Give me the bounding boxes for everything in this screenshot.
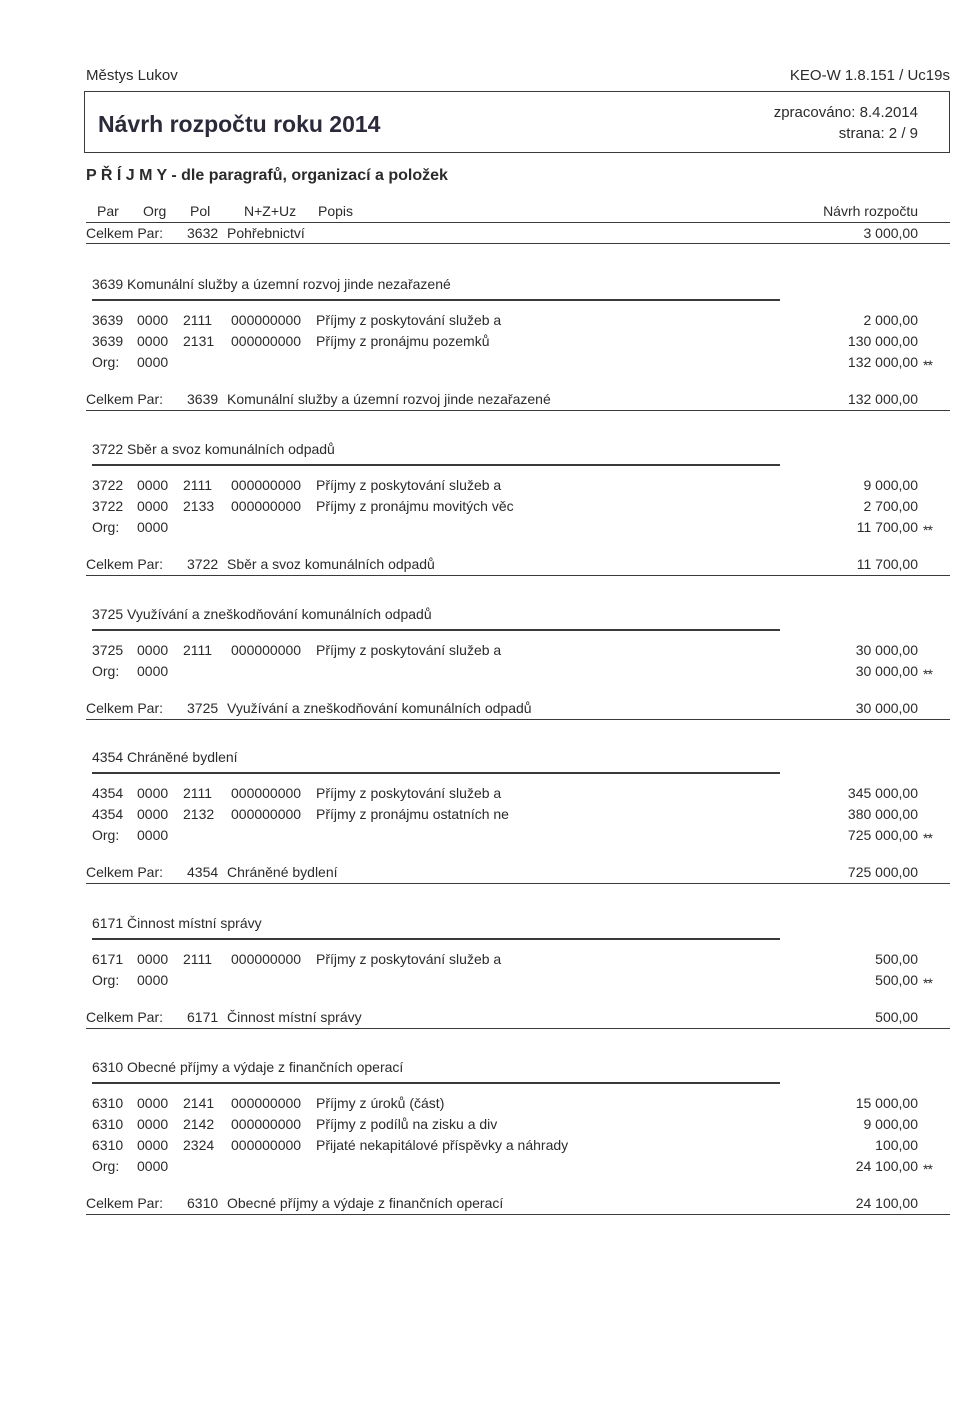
org-amount: 30 000,00 [855,663,918,679]
org-subtotal-row [0,827,960,847]
prev-total-divider [86,243,950,244]
org-label: Org: [92,663,120,679]
total-divider [86,719,950,720]
total-divider [86,575,950,576]
item-org: 0000 [137,806,169,822]
org-subtotal-row [0,663,960,683]
item-row [0,333,960,353]
item-par: 6310 [92,1116,124,1132]
subtotal-stars: ** [923,666,932,682]
item-amount: 30 000,00 [855,642,918,658]
group-heading: 3725 Využívání a zneškodňování komunálních odpadů [92,606,432,622]
group-heading: 6171 Činnost místní správy [92,915,262,931]
item-par: 6310 [92,1137,124,1153]
page-number: strana: 2 / 9 [838,125,918,142]
item-description: Příjmy z úroků (část) [316,1095,445,1111]
group-heading-rule [92,772,780,774]
col-pol: Pol [190,203,211,219]
total-amount: 11 700,00 [856,556,918,572]
org-subtotal-row [0,519,960,539]
col-nzuz: N+Z+Uz [244,203,297,219]
subtotal-stars: ** [923,357,932,373]
item-pol: 2111 [183,477,213,493]
item-pol: 2132 [183,806,215,822]
col-org: Org [143,203,167,219]
total-par: 6171 [187,1009,219,1025]
group-heading-rule [92,1082,780,1084]
total-name: Obecné příjmy a výdaje z finančních operací [227,1195,504,1211]
org-label: Org: [92,1158,120,1174]
paragraph-total-row [0,1195,960,1215]
group-heading-rule [92,938,780,940]
item-nzuz: 000000000 [231,312,302,328]
processed-date: zpracováno: 8.4.2014 [773,104,918,121]
total-divider [86,883,950,884]
item-row [0,642,960,662]
total-name: Využívání a zneškodňování komunálních odpadů [227,700,532,716]
item-pol: 2111 [183,642,213,658]
item-description: Příjmy z pronájmu pozemků [316,333,490,349]
org-amount: 132 000,00 [847,354,918,370]
item-row [0,785,960,805]
subtotal-stars: ** [923,975,932,991]
group-heading-rule [92,464,780,466]
item-org: 0000 [137,333,169,349]
subtotal-stars: ** [923,830,932,846]
item-row [0,1137,960,1157]
org-value: 0000 [137,663,169,679]
item-org: 0000 [137,1095,169,1111]
item-row [0,477,960,497]
item-org: 0000 [137,785,169,801]
item-nzuz: 000000000 [231,951,302,967]
total-amount: 725 000,00 [847,864,918,880]
municipality-name: Městys Lukov [86,67,178,84]
item-org: 0000 [137,477,169,493]
org-label: Org: [92,519,120,535]
org-amount: 11 700,00 [856,519,918,535]
item-par: 3639 [92,312,124,328]
total-divider [86,1028,950,1029]
total-amount: 500,00 [875,1009,918,1025]
item-description: Příjmy z poskytování služeb a [316,785,502,801]
item-description: Přijaté nekapitálové příspěvky a náhrady [316,1137,569,1153]
item-description: Příjmy z pronájmu ostatních ne [316,806,509,822]
total-par: 6310 [187,1195,219,1211]
item-nzuz: 000000000 [231,477,302,493]
item-par: 3639 [92,333,124,349]
item-pol: 2111 [183,312,213,328]
item-description: Příjmy z poskytování služeb a [316,312,502,328]
item-pol: 2111 [183,951,213,967]
item-org: 0000 [137,1116,169,1132]
total-name: Činnost místní správy [227,1009,362,1025]
item-nzuz: 000000000 [231,1095,302,1111]
paragraph-total-row [0,700,960,720]
total-label: Celkem Par: [86,391,164,407]
total-name: Komunální služby a územní rozvoj jinde nezařazené [227,391,551,407]
org-value: 0000 [137,827,169,843]
item-amount: 380 000,00 [847,806,918,822]
paragraph-total-row [0,391,960,411]
item-nzuz: 000000000 [231,806,302,822]
item-amount: 9 000,00 [863,477,918,493]
org-amount: 24 100,00 [855,1158,918,1174]
item-description: Příjmy z pronájmu movitých věc [316,498,514,514]
program-version: KEO-W 1.8.151 / Uc19s [789,67,950,84]
group-heading: 4354 Chráněné bydlení [92,749,238,765]
item-row [0,498,960,518]
col-par: Par [97,203,119,219]
item-nzuz: 000000000 [231,785,302,801]
item-pol: 2133 [183,498,215,514]
item-par: 6310 [92,1095,124,1111]
total-divider [86,410,950,411]
item-org: 0000 [137,498,169,514]
group-heading-rule [92,299,780,301]
item-par: 3722 [92,477,124,493]
prev-total-label: Celkem Par: [86,225,164,241]
item-pol: 2111 [183,785,213,801]
col-popis: Popis [318,203,354,219]
item-par: 3725 [92,642,124,658]
col-amount: Návrh rozpočtu [823,203,918,219]
total-par: 4354 [187,864,219,880]
item-amount: 15 000,00 [855,1095,918,1111]
item-amount: 100,00 [875,1137,918,1153]
total-amount: 30 000,00 [855,700,918,716]
item-pol: 2131 [183,333,215,349]
item-description: Příjmy z poskytování služeb a [316,642,502,658]
total-amount: 132 000,00 [847,391,918,407]
item-par: 3722 [92,498,124,514]
item-row [0,1095,960,1115]
total-label: Celkem Par: [86,1195,164,1211]
item-pol: 2141 [183,1095,215,1111]
total-par: 3639 [187,391,219,407]
group-heading: 3639 Komunální služby a územní rozvoj jinde nezařazené [92,276,451,292]
item-org: 0000 [137,312,169,328]
paragraph-total-row [0,864,960,884]
org-label: Org: [92,972,120,988]
org-amount: 725 000,00 [847,827,918,843]
item-org: 0000 [137,1137,169,1153]
org-value: 0000 [137,354,169,370]
item-row [0,1116,960,1136]
org-subtotal-row [0,972,960,992]
total-amount: 24 100,00 [855,1195,918,1211]
item-par: 4354 [92,806,124,822]
paragraph-total-row [0,556,960,576]
item-nzuz: 000000000 [231,1137,302,1153]
prev-total-par: 3632 [187,225,219,241]
total-divider [86,1214,950,1215]
item-amount: 130 000,00 [847,333,918,349]
group-heading-rule [92,629,780,631]
item-amount: 345 000,00 [847,785,918,801]
subtotal-stars: ** [923,1161,932,1177]
column-header [0,203,960,223]
item-amount: 500,00 [875,951,918,967]
total-label: Celkem Par: [86,864,164,880]
org-amount: 500,00 [875,972,918,988]
prev-total-row [0,225,960,245]
total-name: Chráněné bydlení [227,864,338,880]
org-subtotal-row [0,354,960,374]
org-value: 0000 [137,519,169,535]
item-amount: 2 700,00 [863,498,918,514]
total-label: Celkem Par: [86,700,164,716]
item-nzuz: 000000000 [231,498,302,514]
group-heading: 6310 Obecné příjmy a výdaje z finančních operací [92,1059,404,1075]
item-amount: 9 000,00 [863,1116,918,1132]
item-pol: 2142 [183,1116,215,1132]
page-title: Návrh rozpočtu roku 2014 [98,111,381,137]
item-org: 0000 [137,951,169,967]
section-title: P Ř Í J M Y - dle paragrafů, organizací a položek [86,167,448,184]
item-org: 0000 [137,642,169,658]
total-par: 3725 [187,700,219,716]
prev-total-name: Pohřebnictví [227,225,305,241]
total-label: Celkem Par: [86,1009,164,1025]
group-heading: 3722 Sběr a svoz komunálních odpadů [92,441,335,457]
item-pol: 2324 [183,1137,215,1153]
item-row [0,806,960,826]
item-description: Příjmy z podílů na zisku a div [316,1116,498,1132]
prev-total-amount: 3 000,00 [863,225,918,241]
item-description: Příjmy z poskytování služeb a [316,477,502,493]
org-label: Org: [92,354,120,370]
org-label: Org: [92,827,120,843]
item-par: 6171 [92,951,124,967]
item-row [0,951,960,971]
total-name: Sběr a svoz komunálních odpadů [227,556,435,572]
total-par: 3722 [187,556,219,572]
org-value: 0000 [137,972,169,988]
subtotal-stars: ** [923,522,932,538]
header-divider [86,222,950,223]
org-subtotal-row [0,1158,960,1178]
item-nzuz: 000000000 [231,1116,302,1132]
item-amount: 2 000,00 [863,312,918,328]
item-row [0,312,960,332]
item-par: 4354 [92,785,124,801]
org-value: 0000 [137,1158,169,1174]
item-nzuz: 000000000 [231,333,302,349]
item-description: Příjmy z poskytování služeb a [316,951,502,967]
item-nzuz: 000000000 [231,642,302,658]
paragraph-total-row [0,1009,960,1029]
total-label: Celkem Par: [86,556,164,572]
